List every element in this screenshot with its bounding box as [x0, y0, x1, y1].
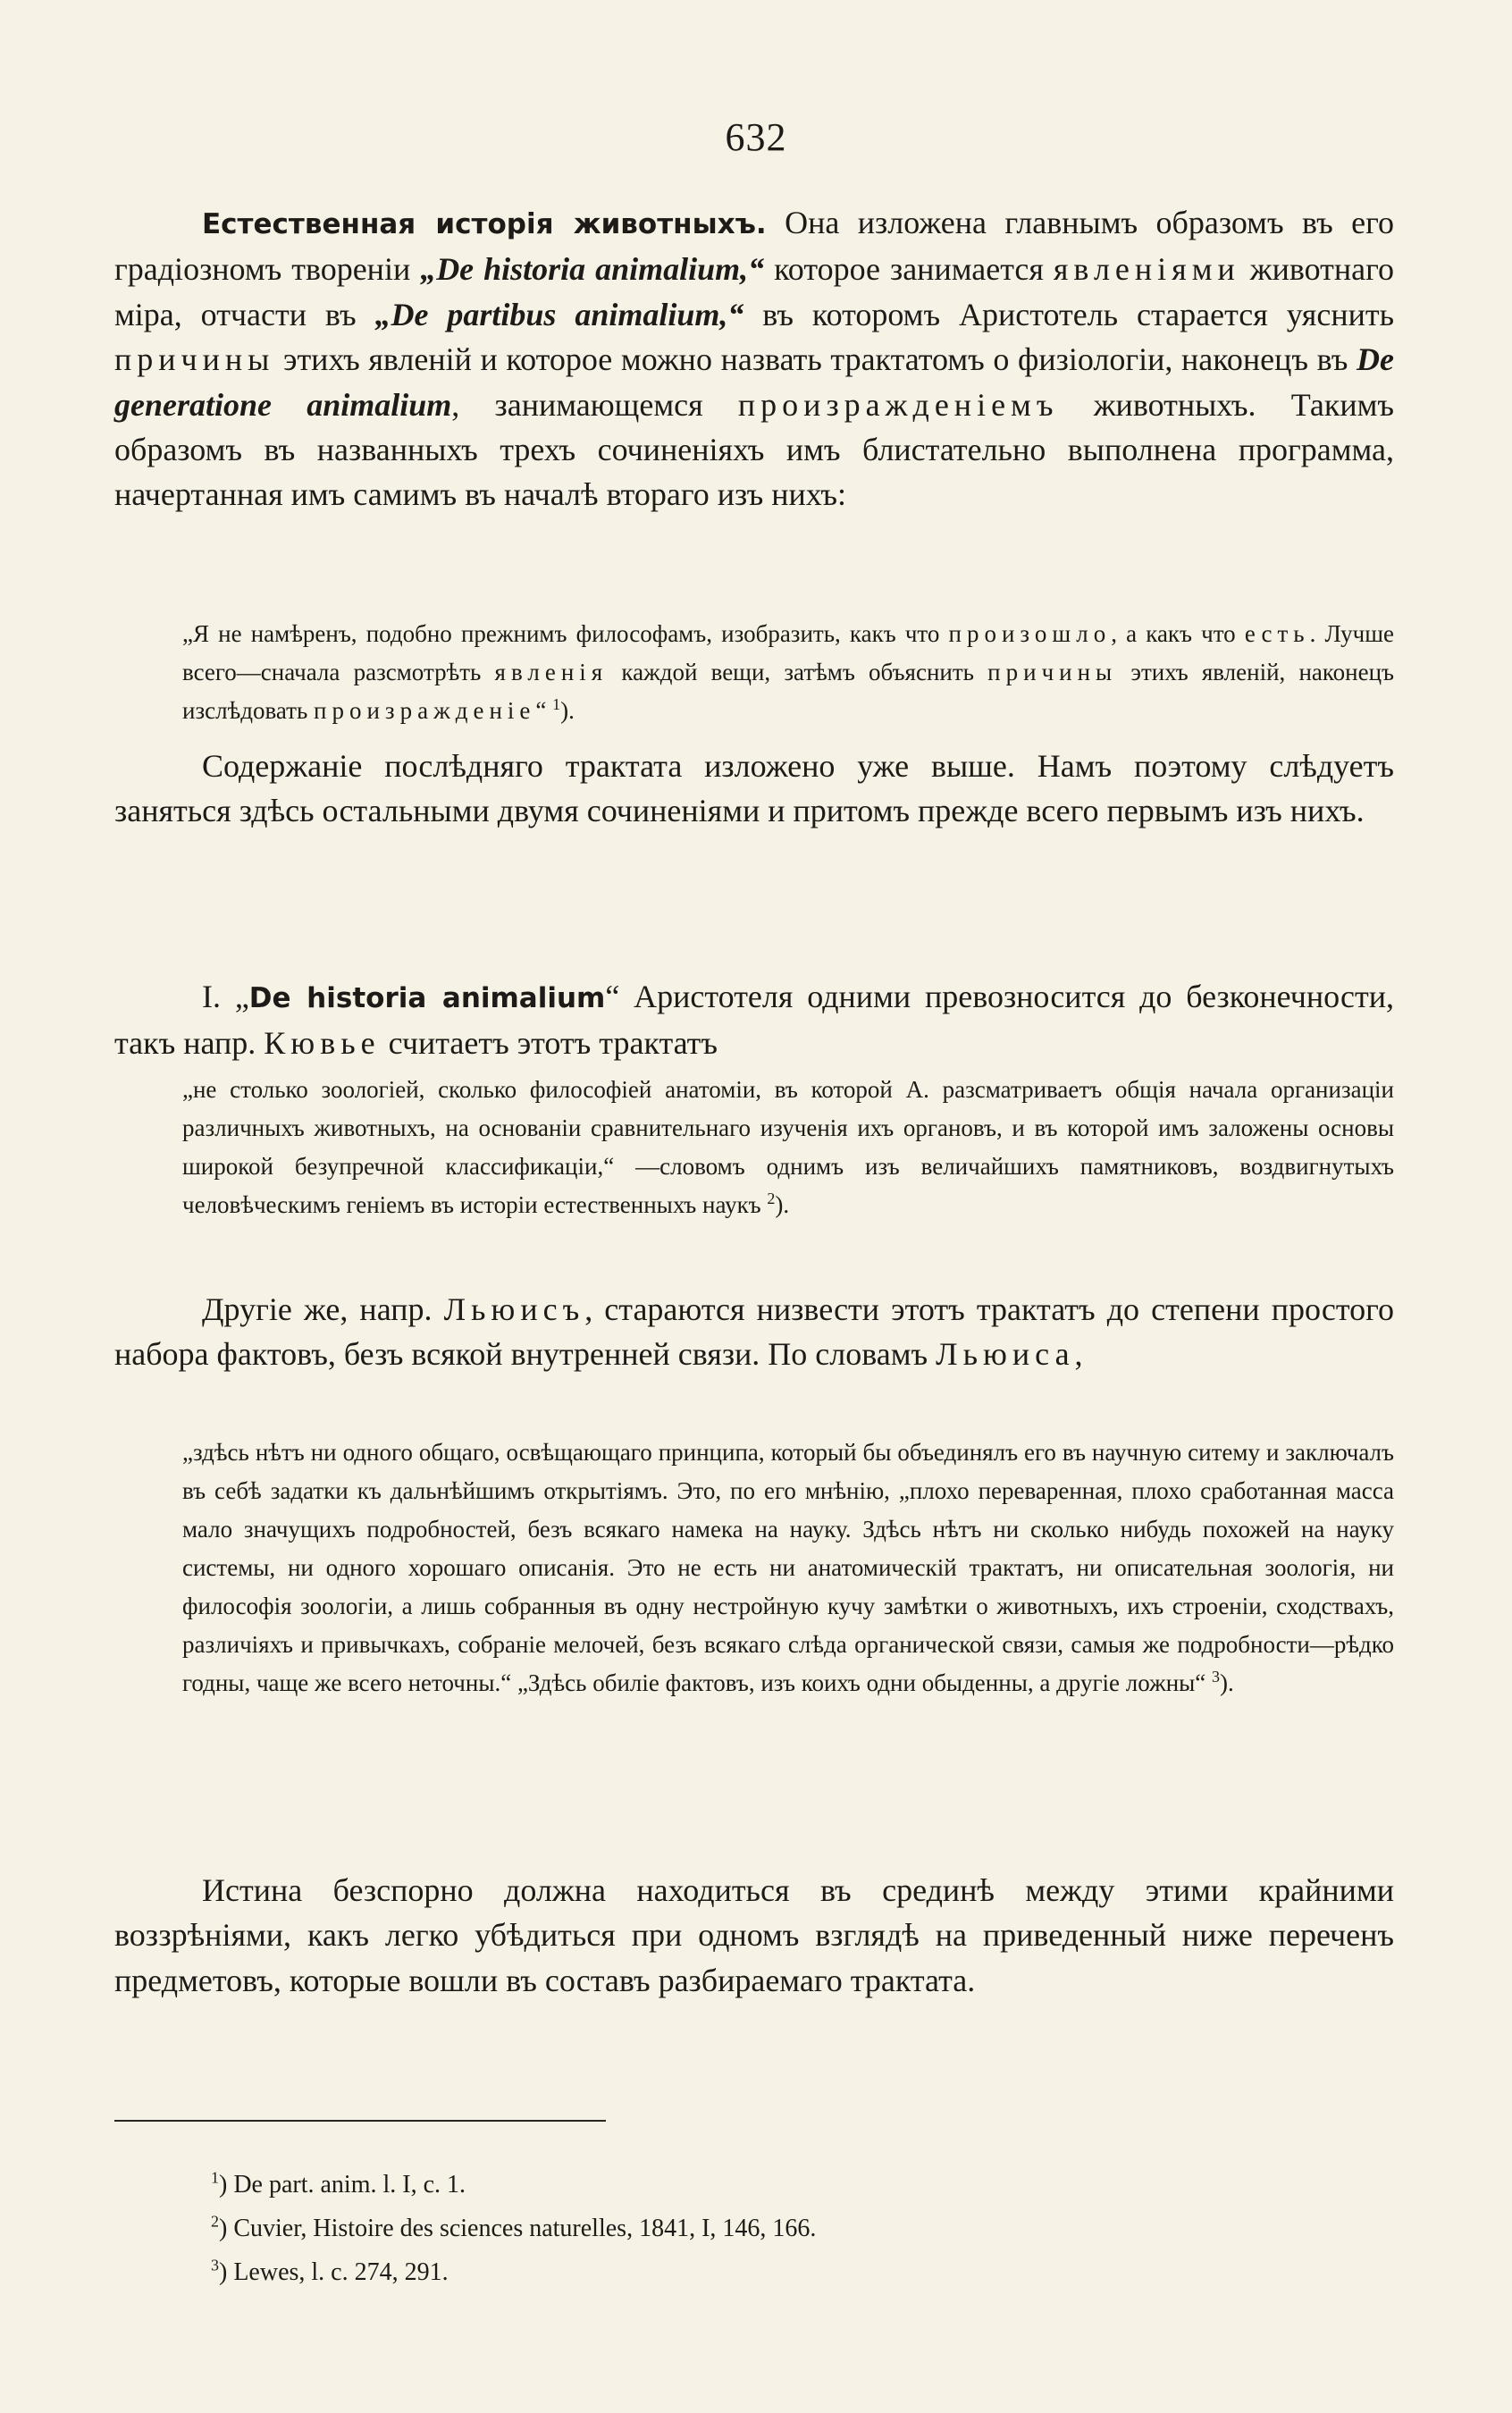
footnote-divider — [114, 2120, 606, 2122]
page-number: 632 — [725, 115, 787, 159]
title-de-partibus: „De partibus animalium,“ — [374, 296, 744, 332]
quote-cuvier: „не столько зоологіей, сколько философіей анатоміи, въ которой А. разсматриваетъ общія начала организаціи различныхъ животныхъ, на основаніи сравнительнаго изученія ихъ органовъ, и въ которой имъ заложены основы широкой безупречной классификаціи,“ —словомъ однимъ изъ величайшихъ памятниковъ, воздвигнутыхъ человѣческимъ геніемъ въ исторіи естественныхъ наукъ $^2$). — [182, 1076, 1394, 1218]
footnote-ref-1: 1 — [552, 695, 561, 713]
title-de-historia-bold: De historia animalium — [248, 982, 606, 1014]
paragraph-section-one: I. „De historia animalium“ Аристотеля одними превозносится до безконечности, такъ напр. Кювье считаетъ этотъ трактатъ — [114, 979, 1394, 1062]
section-heading: Естественная исторія животныхъ. — [202, 208, 767, 240]
paragraph-conclusion: Истина безспорно должна находиться въ срединѣ между этими крайними воззрѣніями, какъ легко убѣдиться при одномъ взглядѣ на приведенный ниже переченъ предметовъ, которые вошли въ составъ разбираемаго трактата. — [114, 1872, 1394, 1998]
footnote-ref-2: 2 — [767, 1190, 776, 1207]
paragraph-lewes: Другіе же, напр. Льюисъ, стараются низвести этотъ трактатъ до степени простого набора фактовъ, безъ всякой внутренней связи. По словамъ Льюиса, — [114, 1291, 1394, 1373]
title-de-generatione: De generatione animalium — [114, 341, 1394, 423]
footnote-2: $^2$) Cuvier, Histoire des sciences naturelles, 1841, I, 146, 166. — [211, 2212, 817, 2242]
quote-lewes: „здѣсь нѣтъ ни одного общаго, освѣщающаго принципа, который бы объединялъ его въ научную ситему и заключалъ въ себѣ задатки къ дальнѣйшимъ открытіямъ. Это, по его мнѣнію, „плохо переваренная, плохо сработанная масса мало значущихъ подробностей, безъ всякаго намека на науку. Здѣсь нѣтъ ни сколько нибудь похожей на науку системы, ни одного хорошаго описанія. Это не есть ни анатомическій трактатъ, ни описательная зоологія, ни философія зоологіи, а лишь собранныя въ одну нестройную кучу замѣтки о животныхъ, ихъ строеніи, сходствахъ, различіяхъ и привычкахъ, собраніе мелочей, безъ всякаго слѣда органической связи, самыя же подробности—рѣдко годны, чаще же всего неточны.“ „Здѣсь обиліе фактовъ, изъ коихъ одни обыденны, а другіе ложны“ $^3$). — [182, 1439, 1394, 1696]
paragraph-content-summary: Содержаніе послѣдняго трактата изложено уже выше. Намъ поэтому слѣдуетъ заняться здѣсь остальными двумя сочиненіями и притомъ прежде всего первымъ изъ нихъ. — [114, 748, 1394, 829]
footnote-3: $^3$) Lewes, l. c. 274, 291. — [211, 2256, 449, 2286]
quote-aristotle-program: „Я не намѣренъ, подобно прежнимъ философамъ, изобразить, какъ что произошло, а какъ что есть. Лучше всего—сначала разсмотрѣть явленія каждой вещи, затѣмъ объяснить причины этихъ явленій, наконецъ изслѣдовать произражденіе“ $^1$). — [182, 620, 1395, 724]
footnote-ref-3: 3 — [1212, 1668, 1221, 1686]
footnote-1: $^1$) De part. anim. l. I, c. 1. — [211, 2168, 466, 2199]
footnotes — [211, 2163, 1373, 2294]
title-de-historia: „De historia animalium,“ — [420, 251, 765, 288]
paragraph-natural-history: Естественная исторія животныхъ. Она изложена главнымъ образомъ въ его градіозномъ твореніи „De historia animalium,“ которое занимается явленіями животнаго міра, отчасти въ „De partibus animalium,“ въ которомъ Аристотель старается уяснить причины этихъ явленій и которое можно назвать трактатомъ о физіологіи, наконецъ въ De generatione animalium, занимающемся произражденіемъ животныхъ. Такимъ образомъ въ названныхъ трехъ сочиненіяхъ имъ блистательно выполнена программа, начертанная имъ самимъ въ началѣ втораго изъ нихъ: — [114, 205, 1395, 513]
